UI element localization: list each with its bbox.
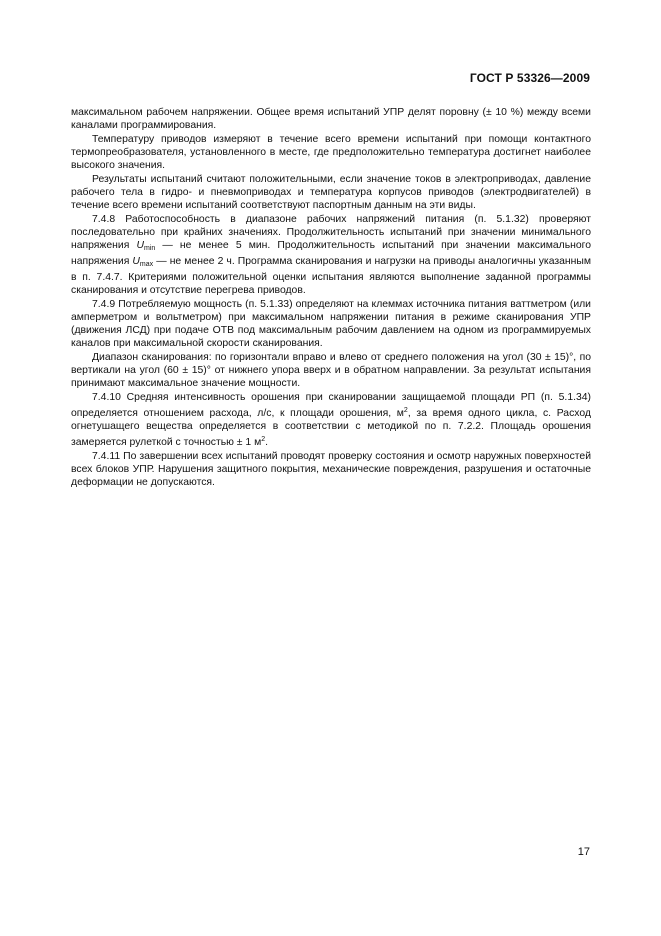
- document-body: [71, 107, 591, 492]
- u-max-symbol: U: [132, 256, 140, 268]
- paragraph-7-4-9: 7.4.9 Потребляемую мощность (п. 5.1.33) определяют на клеммах источника питания ваттметром (или амперметром и вольтметром) при максимальном напряжении питания в режиме сканирования УПР (движения ЛСД) при подаче ОТВ под максимальным рабочим давлением на одном из программируемых каналов при максимальной скорости сканирования.: [71, 299, 591, 349]
- u-min-symbol: U: [136, 240, 144, 252]
- paragraph-7-4-11: 7.4.11 По завершении всех испытаний проводят проверку состояния и осмотр наружных поверхностей всех блоков УПР. Нарушения защитного покрытия, механические повреждения, разрушения и остаточные деформации не допускаются.: [71, 451, 591, 489]
- paragraph-temperature: Температуру приводов измеряют в течение всего времени испытаний при помощи контактного термопреобразователя, установленного в месте, где предположительно температура достигнет наиболее высокого значения.: [71, 134, 591, 172]
- p7-text-b: , за время одного цикла, с. Расход огнетушащего вещества определяется в соответствии с методикой по п. 7.2.2. Площадь орошения замеряется рулеткой с точностью ± 1 м: [71, 408, 591, 449]
- p4-text-b: — не менее 5 мин. Продолжительность испытаний при значении максимального напряжения: [71, 240, 592, 268]
- p7-text-c: .: [265, 437, 269, 449]
- paragraph-7-4-8: [71, 214, 591, 297]
- u-max-subscript: max: [139, 261, 154, 269]
- paragraph-7-4-10: [71, 392, 591, 450]
- paragraph-scan-range: Диапазон сканирования: по горизонтали вправо и влево от среднего положения на угол (30 ± 15)°, по вертикали на угол (60 ± 15)° от нижнего упора вверх и в обратном направлении. За результат испытания принимают максимальное значение мощности.: [71, 352, 591, 390]
- p4-text-c: — не менее 2 ч. Программа сканирования и нагрузки на приводы аналогичны указанным в п. 7.4.7. Критериями положительной оценки испытания являются выполнение заданной программы сканирования и отсутствие перегрева приводов.: [71, 256, 591, 296]
- p7-superscript-1: 2: [403, 407, 408, 415]
- paragraph-results: Результаты испытаний считают положительными, если значение токов в электроприводах, давление рабочего тела в гидро- и пневмоприводах и температура корпусов приводов (электродвигателей) в течение всего времени испытаний соответствуют паспортным данным на эти виды.: [71, 174, 591, 212]
- paragraph-continuation: максимальном рабочем напряжении. Общее время испытаний УПР делят поровну (± 10 %) между всеми каналами программирования.: [71, 107, 591, 131]
- u-min-subscript: min: [143, 245, 156, 253]
- p7-superscript-2: 2: [261, 436, 266, 444]
- p7-text-a: 7.4.10 Средняя интенсивность орошения при сканировании защищаемой площади РП (п. 5.1.34) определяется отношением расхода, л/с, к площади орошения, м: [71, 392, 591, 420]
- p4-text-a: 7.4.8 Работоспособность в диапазоне рабочих напряжений питания (п. 5.1.32) проверяют последовательно при крайних значениях. Продолжительность испытаний при значении минимального напряжения: [71, 214, 591, 252]
- document-code-header: ГОСТ Р 53326—2009: [469, 71, 590, 85]
- page-number: 17: [577, 846, 590, 858]
